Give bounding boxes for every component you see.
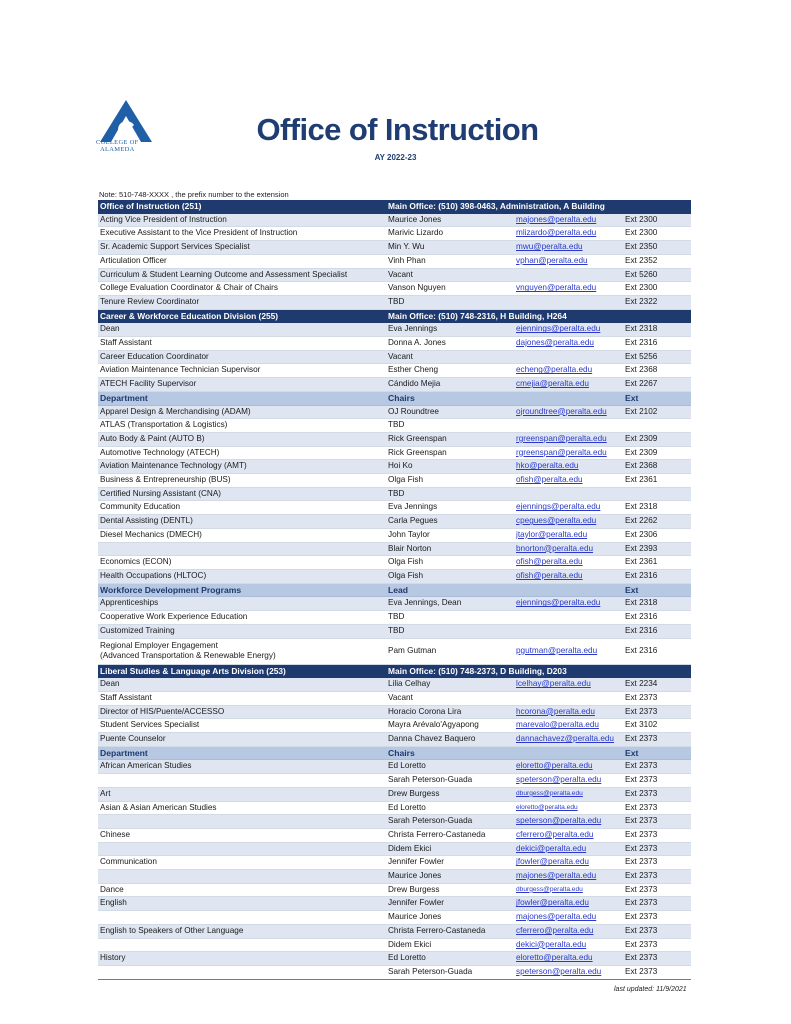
table-row bbox=[98, 337, 691, 351]
email-link[interactable]: dekici@peralta.edu bbox=[514, 842, 623, 856]
name-cell: Carla Pegues bbox=[386, 515, 514, 529]
name-cell: Vinh Phan bbox=[386, 254, 514, 268]
role-line: Regional Employer Engagement bbox=[100, 641, 218, 650]
role-cell: Auto Body & Paint (AUTO B) bbox=[98, 432, 386, 446]
extension-cell: Ext 2267 bbox=[623, 378, 691, 392]
division-header-row bbox=[98, 309, 691, 323]
email-link[interactable]: eloretto@peralta.edu bbox=[514, 801, 623, 815]
section-column-label: Lead bbox=[386, 583, 514, 597]
table-row bbox=[98, 801, 691, 815]
section-column-label: Chairs bbox=[386, 391, 514, 405]
extension-cell: Ext 2309 bbox=[623, 446, 691, 460]
name-cell: TBD bbox=[386, 295, 514, 309]
name-cell: Vacant bbox=[386, 691, 514, 705]
table-row bbox=[98, 378, 691, 392]
name-cell: Olga Fish bbox=[386, 556, 514, 570]
name-cell: Rick Greenspan bbox=[386, 432, 514, 446]
extension-cell: Ext 2300 bbox=[623, 213, 691, 227]
role-cell: History bbox=[98, 952, 386, 966]
table-row bbox=[98, 213, 691, 227]
role-cell bbox=[98, 774, 386, 788]
role-cell: Automotive Technology (ATECH) bbox=[98, 446, 386, 460]
email-link[interactable]: hko@peralta.edu bbox=[514, 460, 623, 474]
role-cell bbox=[98, 542, 386, 556]
email-link bbox=[514, 295, 623, 309]
table-row bbox=[98, 432, 691, 446]
table-row bbox=[98, 487, 691, 501]
email-link[interactable]: ejennings@peralta.edu bbox=[514, 323, 623, 337]
section-header-row bbox=[98, 391, 691, 405]
division-title: Liberal Studies & Language Arts Division (253) bbox=[98, 664, 386, 678]
table-row bbox=[98, 787, 691, 801]
table-row bbox=[98, 474, 691, 488]
extension-cell: Ext 2316 bbox=[623, 569, 691, 583]
main-office-info: Main Office: (510) 398-0463, Administration, A Building bbox=[386, 200, 691, 213]
table-row bbox=[98, 842, 691, 856]
email-link[interactable]: dekici@peralta.edu bbox=[514, 938, 623, 952]
email-link[interactable]: majones@peralta.edu bbox=[514, 870, 623, 884]
extension-cell: Ext 2368 bbox=[623, 460, 691, 474]
name-cell: Donna A. Jones bbox=[386, 337, 514, 351]
email-link[interactable]: vnguyen@peralta.edu bbox=[514, 282, 623, 296]
role-cell: Asian & Asian American Studies bbox=[98, 801, 386, 815]
name-cell: Maurice Jones bbox=[386, 870, 514, 884]
extension-cell: Ext 2316 bbox=[623, 624, 691, 638]
extension-cell: Ext 2373 bbox=[623, 897, 691, 911]
email-link[interactable]: majones@peralta.edu bbox=[514, 213, 623, 227]
email-link[interactable]: speterson@peralta.edu bbox=[514, 774, 623, 788]
extension-cell: Ext 2234 bbox=[623, 678, 691, 692]
role-cell: Director of HIS/Puente/ACCESSO bbox=[98, 705, 386, 719]
extension-cell: Ext 2318 bbox=[623, 501, 691, 515]
extension-cell: Ext 2361 bbox=[623, 556, 691, 570]
role-cell: Career Education Coordinator bbox=[98, 350, 386, 364]
email-link[interactable]: ofish@peralta.edu bbox=[514, 474, 623, 488]
table-row bbox=[98, 856, 691, 870]
table-row bbox=[98, 350, 691, 364]
email-link bbox=[514, 487, 623, 501]
email-link bbox=[514, 624, 623, 638]
role-cell: Staff Assistant bbox=[98, 691, 386, 705]
email-link[interactable]: cmejia@peralta.edu bbox=[514, 378, 623, 392]
role-cell: Staff Assistant bbox=[98, 337, 386, 351]
role-cell: Certified Nursing Assistant (CNA) bbox=[98, 487, 386, 501]
extension-cell: Ext 2322 bbox=[623, 295, 691, 309]
name-cell: Ed Loretto bbox=[386, 801, 514, 815]
email-link[interactable]: marevalo@peralta.edu bbox=[514, 719, 623, 733]
role-cell: Student Services Specialist bbox=[98, 719, 386, 733]
role-cell: English bbox=[98, 897, 386, 911]
role-cell: Sr. Academic Support Services Specialist bbox=[98, 241, 386, 255]
email-link[interactable]: echeng@peralta.edu bbox=[514, 364, 623, 378]
page-title: Office of Instruction bbox=[256, 112, 539, 147]
name-cell: Didem Ekici bbox=[386, 938, 514, 952]
main-office-info: Main Office: (510) 748-2316, H Building, H264 bbox=[386, 309, 691, 323]
table-row bbox=[98, 883, 691, 897]
table-row bbox=[98, 870, 691, 884]
section-ext-label: Ext bbox=[623, 391, 691, 405]
table-row bbox=[98, 268, 691, 282]
logo-text-line1: COLLEGE OF bbox=[96, 139, 139, 146]
email-link[interactable]: mwu@peralta.edu bbox=[514, 241, 623, 255]
name-cell: Danna Chavez Baquero bbox=[386, 733, 514, 747]
extension-cell: Ext 5256 bbox=[623, 350, 691, 364]
email-link[interactable]: pgutman@peralta.edu bbox=[514, 638, 623, 664]
extension-cell: Ext 2373 bbox=[623, 801, 691, 815]
extension-cell: Ext 2373 bbox=[623, 883, 691, 897]
extension-cell: Ext 2373 bbox=[623, 828, 691, 842]
email-link bbox=[514, 350, 623, 364]
table-row bbox=[98, 828, 691, 842]
name-cell: OJ Roundtree bbox=[386, 405, 514, 419]
email-link[interactable]: dajones@peralta.edu bbox=[514, 337, 623, 351]
extension-cell: Ext 2373 bbox=[623, 760, 691, 774]
email-link[interactable]: lcelhay@peralta.edu bbox=[514, 678, 623, 692]
email-link[interactable]: dburgess@peralta.edu bbox=[514, 787, 623, 801]
extension-cell: Ext 2373 bbox=[623, 787, 691, 801]
name-cell: Eva Jennings bbox=[386, 501, 514, 515]
role-cell bbox=[98, 870, 386, 884]
section-label: Workforce Development Programs bbox=[98, 583, 386, 597]
table-row bbox=[98, 815, 691, 829]
division-title: Career & Workforce Education Division (255) bbox=[98, 309, 386, 323]
extension-cell: Ext 2316 bbox=[623, 611, 691, 625]
section-spacer bbox=[514, 746, 623, 760]
division-title: Office of Instruction (251) bbox=[98, 200, 386, 213]
name-cell: TBD bbox=[386, 624, 514, 638]
email-link[interactable]: jtaylor@peralta.edu bbox=[514, 528, 623, 542]
extension-cell: Ext 2300 bbox=[623, 282, 691, 296]
name-cell: Olga Fish bbox=[386, 474, 514, 488]
email-link[interactable]: rgreenspan@peralta.edu bbox=[514, 446, 623, 460]
role-cell: Communication bbox=[98, 856, 386, 870]
role-cell bbox=[98, 638, 386, 664]
table-row bbox=[98, 295, 691, 309]
role-cell bbox=[98, 938, 386, 952]
table-row bbox=[98, 460, 691, 474]
email-link[interactable]: rgreenspan@peralta.edu bbox=[514, 432, 623, 446]
extension-cell: Ext 2352 bbox=[623, 254, 691, 268]
email-link[interactable]: majones@peralta.edu bbox=[514, 911, 623, 925]
name-cell: Vacant bbox=[386, 268, 514, 282]
name-cell: Cándido Mejia bbox=[386, 378, 514, 392]
extension-cell: Ext 2373 bbox=[623, 938, 691, 952]
role-cell: African American Studies bbox=[98, 760, 386, 774]
role-cell: ATLAS (Transportation & Logistics) bbox=[98, 419, 386, 433]
role-cell: Health Occupations (HLTOC) bbox=[98, 569, 386, 583]
email-link[interactable]: speterson@peralta.edu bbox=[514, 815, 623, 829]
name-cell: Vanson Nguyen bbox=[386, 282, 514, 296]
extension-cell: Ext 2316 bbox=[623, 638, 691, 664]
table-row bbox=[98, 597, 691, 611]
email-link[interactable]: jfowler@peralta.edu bbox=[514, 856, 623, 870]
extension-cell: Ext 2262 bbox=[623, 515, 691, 529]
role-line-detail: (Advanced Transportation & Renewable Energy) bbox=[100, 651, 276, 660]
table-row bbox=[98, 405, 691, 419]
table-row bbox=[98, 965, 691, 979]
table-row bbox=[98, 774, 691, 788]
table-row bbox=[98, 542, 691, 556]
extension-cell: Ext 2306 bbox=[623, 528, 691, 542]
role-cell: Chinese bbox=[98, 828, 386, 842]
email-link bbox=[514, 419, 623, 433]
role-cell: English to Speakers of Other Language bbox=[98, 924, 386, 938]
name-cell: Maurice Jones bbox=[386, 911, 514, 925]
name-cell: Jennifer Fowler bbox=[386, 897, 514, 911]
table-row bbox=[98, 638, 691, 664]
name-cell: Sarah Peterson-Guada bbox=[386, 965, 514, 979]
table-row bbox=[98, 282, 691, 296]
name-cell: John Taylor bbox=[386, 528, 514, 542]
role-cell bbox=[98, 911, 386, 925]
table-row bbox=[98, 760, 691, 774]
email-link[interactable]: ofish@peralta.edu bbox=[514, 569, 623, 583]
role-cell: Acting Vice President of Instruction bbox=[98, 213, 386, 227]
table-row bbox=[98, 323, 691, 337]
section-label: Department bbox=[98, 746, 386, 760]
role-cell: College Evaluation Coordinator & Chair of Chairs bbox=[98, 282, 386, 296]
extension-cell: Ext 2368 bbox=[623, 364, 691, 378]
table-row bbox=[98, 364, 691, 378]
extension-cell: Ext 2373 bbox=[623, 924, 691, 938]
table-row bbox=[98, 241, 691, 255]
extension-cell: Ext 2373 bbox=[623, 856, 691, 870]
name-cell: Marivic Lizardo bbox=[386, 227, 514, 241]
page-subtitle: AY 2022-23 bbox=[374, 153, 417, 162]
section-column-label: Chairs bbox=[386, 746, 514, 760]
table-row bbox=[98, 691, 691, 705]
role-cell: Customized Training bbox=[98, 624, 386, 638]
division-header-row bbox=[98, 200, 691, 213]
role-cell: Executive Assistant to the Vice President of Instruction bbox=[98, 227, 386, 241]
role-cell: Apprenticeships bbox=[98, 597, 386, 611]
role-cell: Articulation Officer bbox=[98, 254, 386, 268]
role-cell: Aviation Maintenance Technology (AMT) bbox=[98, 460, 386, 474]
directory-table bbox=[98, 200, 691, 980]
table-row bbox=[98, 528, 691, 542]
extension-cell: Ext 2309 bbox=[623, 432, 691, 446]
section-spacer bbox=[514, 583, 623, 597]
name-cell: Esther Cheng bbox=[386, 364, 514, 378]
table-row bbox=[98, 938, 691, 952]
role-cell: Puente Counselor bbox=[98, 733, 386, 747]
table-row bbox=[98, 446, 691, 460]
role-cell: Tenure Review Coordinator bbox=[98, 295, 386, 309]
section-ext-label: Ext bbox=[623, 583, 691, 597]
name-cell: Christa Ferrero-Castaneda bbox=[386, 924, 514, 938]
role-cell: Curriculum & Student Learning Outcome and Assessment Specialist bbox=[98, 268, 386, 282]
table-row bbox=[98, 897, 691, 911]
name-cell: Ed Loretto bbox=[386, 952, 514, 966]
table-row bbox=[98, 611, 691, 625]
table-row bbox=[98, 733, 691, 747]
name-cell: Horacio Corona Lira bbox=[386, 705, 514, 719]
email-link[interactable]: cpegues@peralta.edu bbox=[514, 515, 623, 529]
name-cell: Eva Jennings bbox=[386, 323, 514, 337]
table-row bbox=[98, 624, 691, 638]
extension-cell: Ext 2373 bbox=[623, 691, 691, 705]
table-row bbox=[98, 678, 691, 692]
role-cell: Cooperative Work Experience Education bbox=[98, 611, 386, 625]
email-link bbox=[514, 611, 623, 625]
role-cell: Dental Assisting (DENTL) bbox=[98, 515, 386, 529]
extension-cell: Ext 2373 bbox=[623, 911, 691, 925]
table-row bbox=[98, 556, 691, 570]
extension-cell bbox=[623, 419, 691, 433]
email-link[interactable]: eloretto@peralta.edu bbox=[514, 760, 623, 774]
name-cell: Rick Greenspan bbox=[386, 446, 514, 460]
table-row bbox=[98, 911, 691, 925]
email-link[interactable]: ojroundtree@peralta.edu bbox=[514, 405, 623, 419]
extension-cell: Ext 2318 bbox=[623, 323, 691, 337]
main-office-info: Main Office: (510) 748-2373, D Building, D203 bbox=[386, 664, 691, 678]
extension-cell: Ext 2300 bbox=[623, 227, 691, 241]
section-header-row bbox=[98, 583, 691, 597]
role-cell: Dean bbox=[98, 678, 386, 692]
table-row bbox=[98, 254, 691, 268]
extension-cell: Ext 2373 bbox=[623, 870, 691, 884]
table-row bbox=[98, 719, 691, 733]
extension-cell: Ext 2373 bbox=[623, 705, 691, 719]
role-cell: Dean bbox=[98, 323, 386, 337]
name-cell: TBD bbox=[386, 611, 514, 625]
table-row bbox=[98, 419, 691, 433]
email-link[interactable]: cferrero@peralta.edu bbox=[514, 924, 623, 938]
email-link[interactable]: dannachavez@peralta.edu bbox=[514, 733, 623, 747]
role-cell: Art bbox=[98, 787, 386, 801]
extension-cell: Ext 2373 bbox=[623, 952, 691, 966]
email-link[interactable]: jfowler@peralta.edu bbox=[514, 897, 623, 911]
extension-cell: Ext 2102 bbox=[623, 405, 691, 419]
table-row bbox=[98, 569, 691, 583]
role-cell bbox=[98, 965, 386, 979]
extension-cell: Ext 2393 bbox=[623, 542, 691, 556]
email-link[interactable]: dburgess@peralta.edu bbox=[514, 883, 623, 897]
email-link[interactable]: bnorton@peralta.edu bbox=[514, 542, 623, 556]
email-link[interactable]: cferrero@peralta.edu bbox=[514, 828, 623, 842]
extension-cell: Ext 5260 bbox=[623, 268, 691, 282]
name-cell: Lilia Celhay bbox=[386, 678, 514, 692]
name-cell: Christa Ferrero-Castaneda bbox=[386, 828, 514, 842]
email-link[interactable]: ejennings@peralta.edu bbox=[514, 501, 623, 515]
extension-cell: Ext 2350 bbox=[623, 241, 691, 255]
section-header-row bbox=[98, 746, 691, 760]
extension-cell: Ext 3102 bbox=[623, 719, 691, 733]
name-cell: Didem Ekici bbox=[386, 842, 514, 856]
name-cell: Olga Fish bbox=[386, 569, 514, 583]
email-link[interactable]: ofish@peralta.edu bbox=[514, 556, 623, 570]
section-spacer bbox=[514, 391, 623, 405]
extension-cell: Ext 2373 bbox=[623, 815, 691, 829]
role-cell: Apparel Design & Merchandising (ADAM) bbox=[98, 405, 386, 419]
email-link[interactable]: ejennings@peralta.edu bbox=[514, 597, 623, 611]
division-header-row bbox=[98, 664, 691, 678]
email-link bbox=[514, 268, 623, 282]
extension-cell: Ext 2318 bbox=[623, 597, 691, 611]
email-link bbox=[514, 691, 623, 705]
table-row bbox=[98, 515, 691, 529]
section-label: Department bbox=[98, 391, 386, 405]
name-cell: Drew Burgess bbox=[386, 787, 514, 801]
name-cell: Jennifer Fowler bbox=[386, 856, 514, 870]
role-cell: Business & Entrepreneurship (BUS) bbox=[98, 474, 386, 488]
email-link[interactable]: vphan@peralta.edu bbox=[514, 254, 623, 268]
role-cell: Dance bbox=[98, 883, 386, 897]
role-cell: ATECH Facility Supervisor bbox=[98, 378, 386, 392]
email-link[interactable]: mlizardo@peralta.edu bbox=[514, 227, 623, 241]
name-cell: Drew Burgess bbox=[386, 883, 514, 897]
role-cell: Diesel Mechanics (DMECH) bbox=[98, 528, 386, 542]
name-cell: Pam Gutman bbox=[386, 638, 514, 664]
table-row bbox=[98, 952, 691, 966]
extension-cell: Ext 2373 bbox=[623, 965, 691, 979]
email-link[interactable]: speterson@peralta.edu bbox=[514, 965, 623, 979]
extension-cell bbox=[623, 487, 691, 501]
table-row bbox=[98, 227, 691, 241]
name-cell: Blair Norton bbox=[386, 542, 514, 556]
extension-note: Note: 510-748-XXXX , the prefix number to the extension bbox=[99, 190, 289, 199]
extension-cell: Ext 2361 bbox=[623, 474, 691, 488]
extension-cell: Ext 2373 bbox=[623, 733, 691, 747]
email-link[interactable]: eloretto@peralta.edu bbox=[514, 952, 623, 966]
role-cell bbox=[98, 815, 386, 829]
table-row bbox=[98, 924, 691, 938]
name-cell: Maurice Jones bbox=[386, 213, 514, 227]
logo-text-line2: ALAMEDA bbox=[100, 146, 135, 153]
name-cell: Ed Loretto bbox=[386, 760, 514, 774]
name-cell: TBD bbox=[386, 419, 514, 433]
name-cell: Vacant bbox=[386, 350, 514, 364]
table-row bbox=[98, 501, 691, 515]
role-cell: Aviation Maintenance Technician Supervisor bbox=[98, 364, 386, 378]
role-cell: Community Education bbox=[98, 501, 386, 515]
extension-cell: Ext 2373 bbox=[623, 842, 691, 856]
role-cell: Economics (ECON) bbox=[98, 556, 386, 570]
table-row bbox=[98, 705, 691, 719]
name-cell: Hoi Ko bbox=[386, 460, 514, 474]
name-cell: TBD bbox=[386, 487, 514, 501]
name-cell: Sarah Peterson-Guada bbox=[386, 815, 514, 829]
last-updated: last updated: 11/9/2021 bbox=[614, 986, 687, 993]
role-cell bbox=[98, 842, 386, 856]
name-cell: Eva Jennings, Dean bbox=[386, 597, 514, 611]
section-ext-label: Ext bbox=[623, 746, 691, 760]
extension-cell: Ext 2373 bbox=[623, 774, 691, 788]
name-cell: Sarah Peterson-Guada bbox=[386, 774, 514, 788]
name-cell: Min Y. Wu bbox=[386, 241, 514, 255]
extension-cell: Ext 2316 bbox=[623, 337, 691, 351]
name-cell: Mayra Arévalo'Agyapong bbox=[386, 719, 514, 733]
email-link[interactable]: hcorona@peralta.edu bbox=[514, 705, 623, 719]
